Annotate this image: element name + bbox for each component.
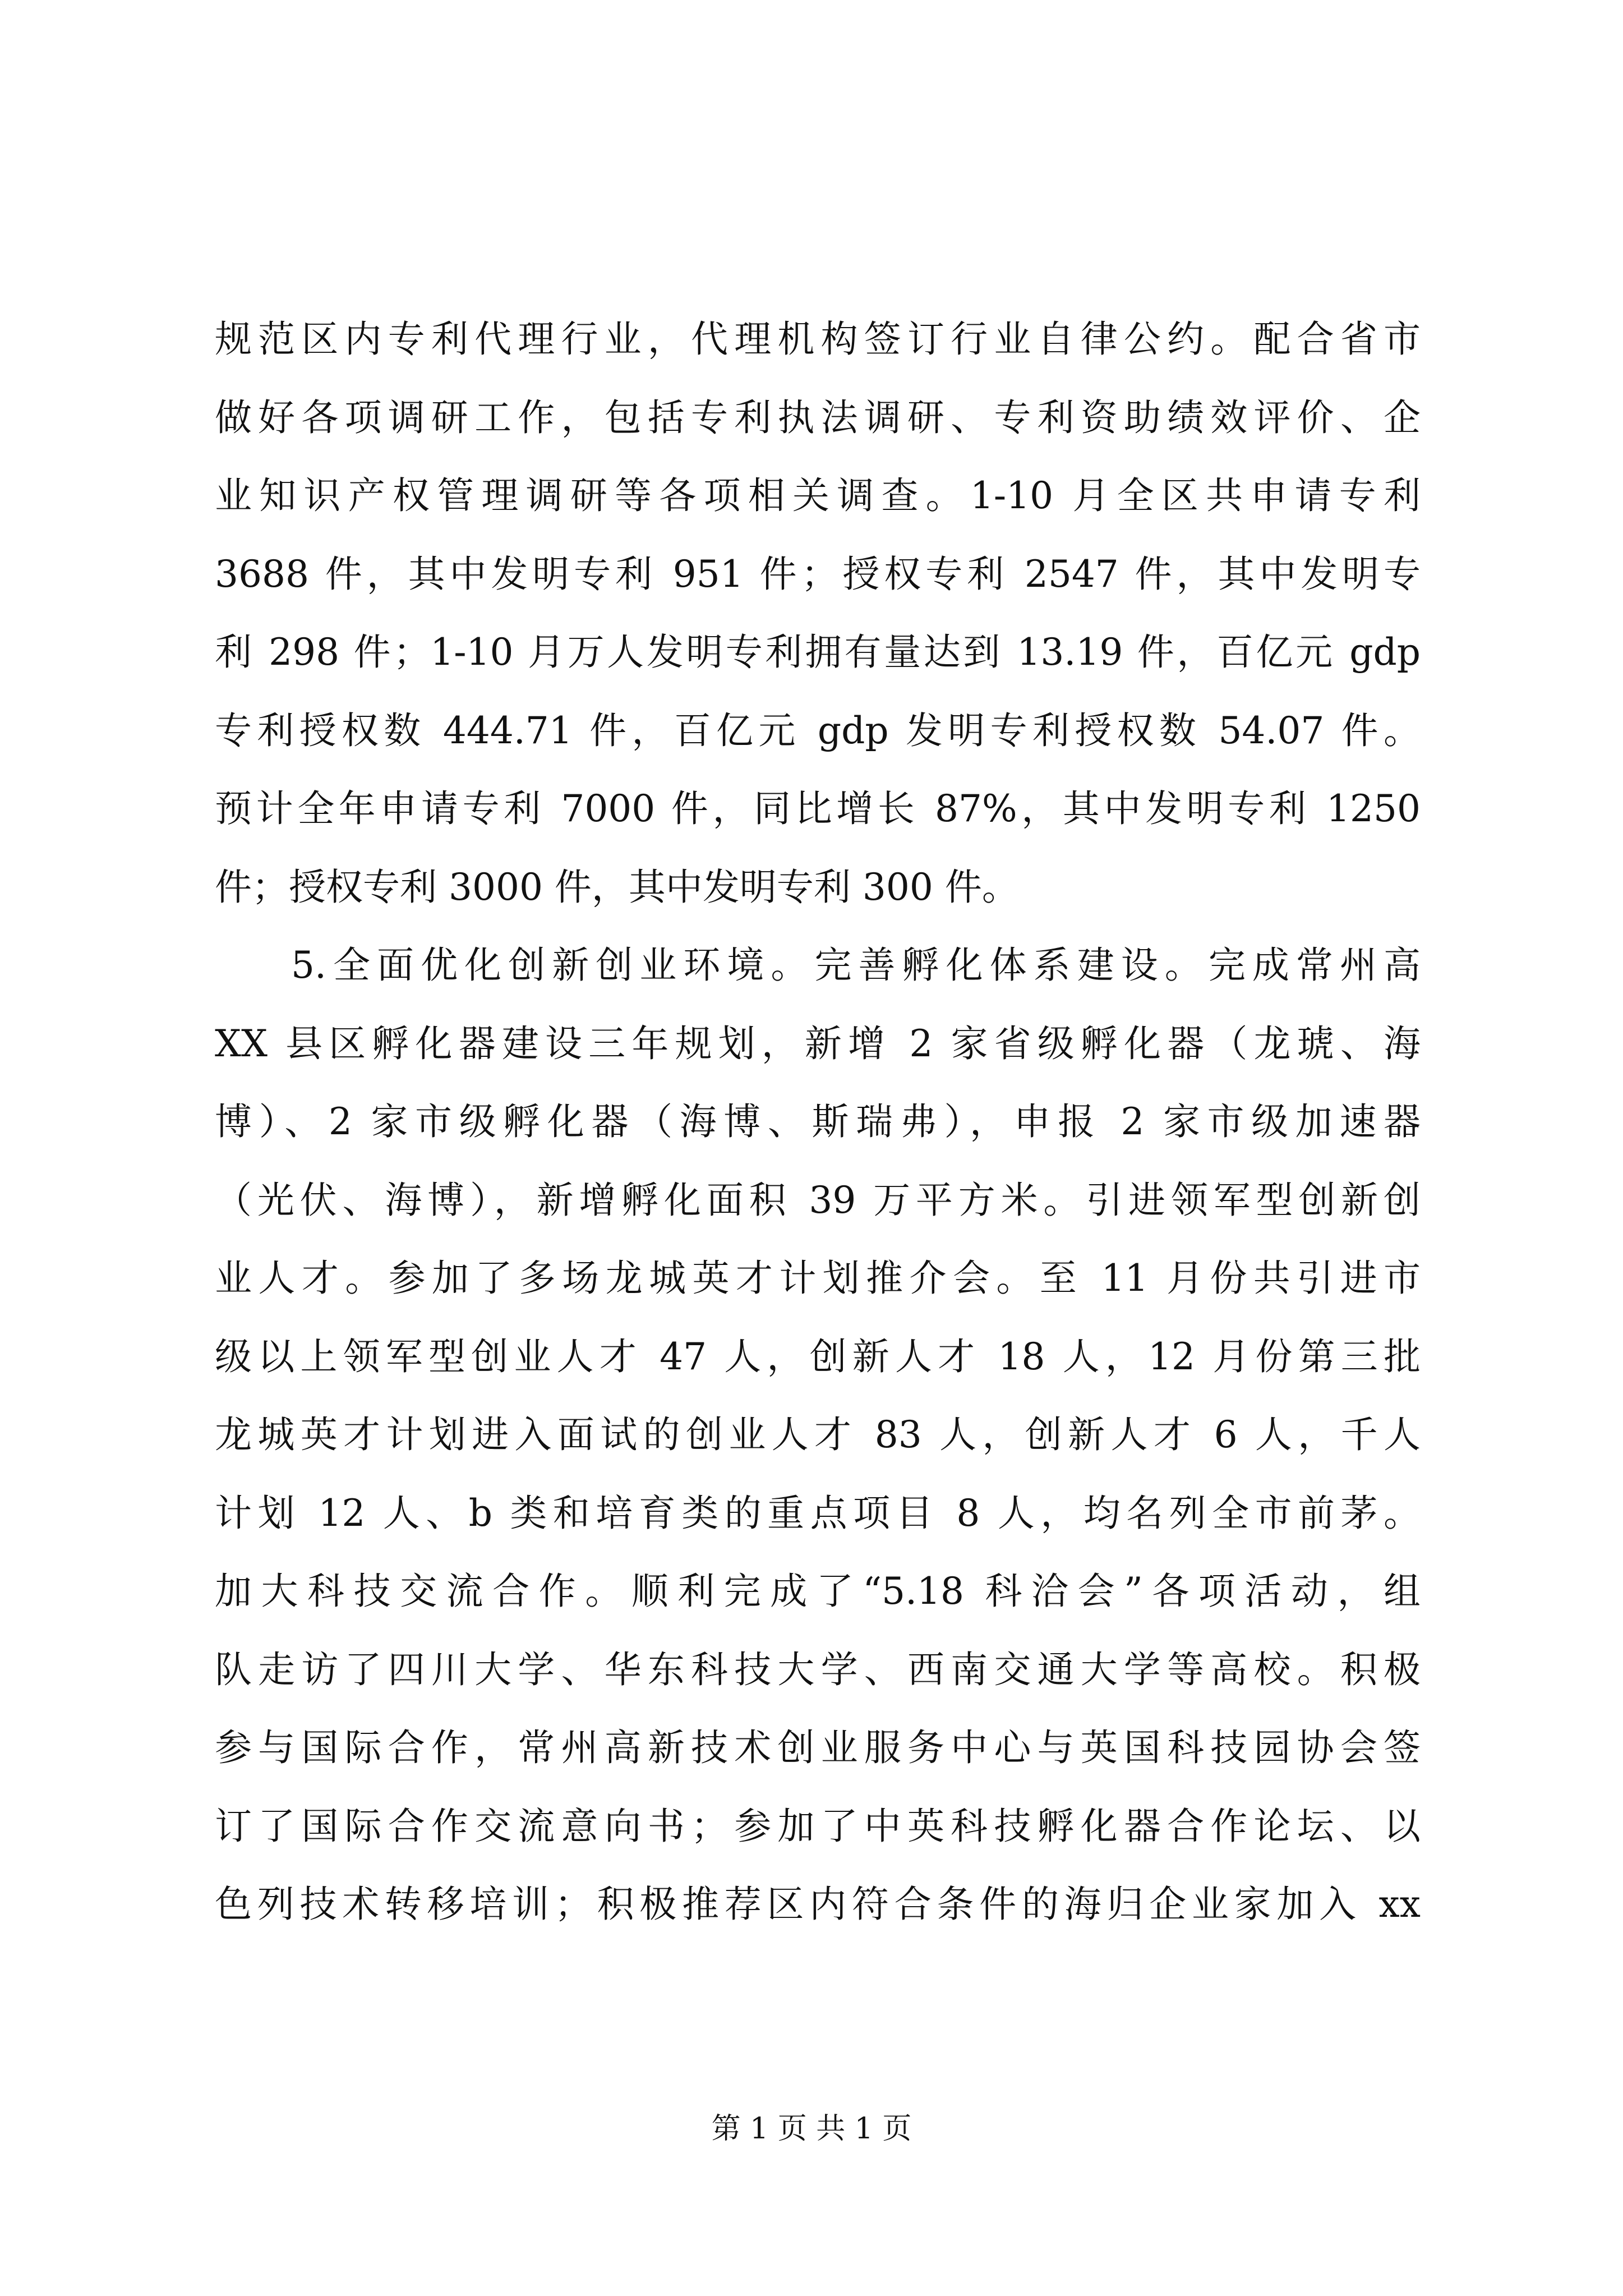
page-number: 第 1 页 共 1 页 bbox=[711, 2112, 912, 2146]
paragraph-line: 5.全面优化创新创业环境。完善孵化体系建设。完成常州高 bbox=[291, 944, 1421, 987]
paragraph-line: 队走访了四川大学、华东科技大学、西南交通大学等高校。积极 bbox=[215, 1648, 1421, 1691]
paragraph-line: 3688 件，其中发明专利 951 件；授权专利 2547 件，其中发明专 bbox=[215, 552, 1421, 596]
paragraph-line: 级以上领军型创业人才 47 人，创新人才 18 人，12 月份第三批 bbox=[215, 1335, 1421, 1378]
document-body bbox=[215, 300, 1421, 1944]
paragraph-line: 订了国际合作交流意向书；参加了中英科技孵化器合作论坛、以 bbox=[215, 1804, 1421, 1848]
paragraph-line: 预计全年申请专利 7000 件，同比增长 87%，其中发明专利 1250 bbox=[215, 787, 1421, 830]
paragraph-line: 色列技术转移培训；积极推荐区内符合条件的海归企业家加入 xx bbox=[215, 1883, 1421, 1926]
paragraph-line: 件；授权专利 3000 件，其中发明专利 300 件。 bbox=[215, 865, 1019, 909]
paragraph-line: 参与国际合作，常州高新技术创业服务中心与英国科技园协会签 bbox=[215, 1726, 1421, 1769]
paragraph-line: 计划 12 人、b 类和培育类的重点项目 8 人，均名列全市前茅。 bbox=[215, 1491, 1421, 1535]
paragraph-line: 加大科技交流合作。顺利完成了“5.18 科洽会”各项活动，组 bbox=[215, 1570, 1421, 1613]
paragraph-line: 专利授权数 444.71 件，百亿元 gdp 发明专利授权数 54.07 件。 bbox=[215, 708, 1421, 752]
paragraph-line: 博）、2 家市级孵化器（海博、斯瑞弗），申报 2 家市级加速器 bbox=[215, 1100, 1421, 1143]
paragraph-line: 做好各项调研工作，包括专利执法调研、专利资助绩效评价、企 bbox=[215, 395, 1421, 439]
paragraph-line: 规范区内专利代理行业，代理机构签订行业自律公约。配合省市 bbox=[215, 318, 1421, 361]
paragraph-line: 利 298 件；1-10 月万人发明专利拥有量达到 13.19 件，百亿元 gdp bbox=[215, 631, 1421, 674]
page-footer bbox=[0, 2109, 1623, 2148]
paragraph-line: XX 县区孵化器建设三年规划，新增 2 家省级孵化器（龙琥、海 bbox=[215, 1022, 1421, 1065]
paragraph-line: 龙城英才计划进入面试的创业人才 83 人，创新人才 6 人，千人 bbox=[215, 1413, 1421, 1456]
paragraph-line: 业人才。参加了多场龙城英才计划推介会。至 11 月份共引进市 bbox=[215, 1257, 1421, 1300]
paragraph-line: （光伏、海博），新增孵化面积 39 万平方米。引进领军型创新创 bbox=[215, 1178, 1421, 1222]
paragraph-line: 业知识产权管理调研等各项相关调查。1-10 月全区共申请专利 bbox=[215, 474, 1421, 517]
